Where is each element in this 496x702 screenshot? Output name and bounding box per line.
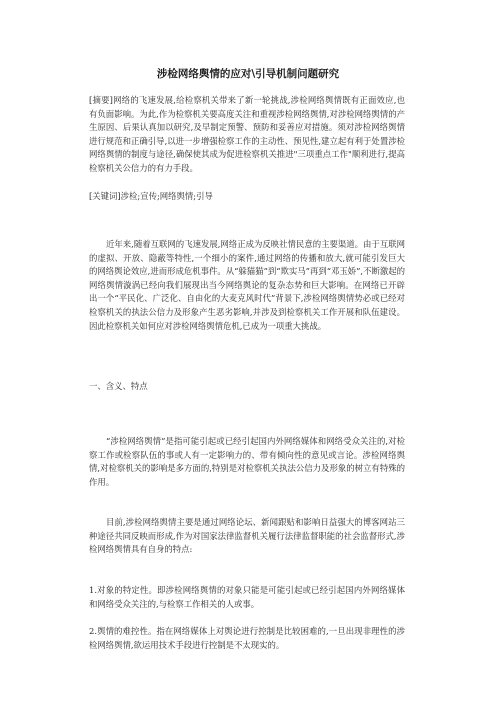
intro-paragraph: 近年来,随着互联网的飞速发展,网络正成为反映社情民意的主要渠道。由于互联网的虚拟、开放、隐蔽等特性,一个细小的案件,通过网络的传播和放大,就可能引发巨大的网络舆论效应,进而形成危机事件。从“躲猫猫”到“欺实马”再到“邓玉娇”,不断激起的网络舆情漩涡已经向我们展现出当今网络舆论的复杂态势和巨大影响。在网络已开辟出一个“平民化、广泛化、自由化的大麦克风时代”背景下,涉检网络舆情势必或已经对检察机关的执法公信力及形象产生恶劣影响,并涉及到检察机关工作开展和队伍建设。因此检察机关如何应对涉检网络舆情危机,已成为一项重大挑战。	[89, 239, 405, 331]
section-heading: 一、含义、特点	[89, 381, 148, 391]
keywords-line: [关键词]涉检;宣传;网络舆情;引导	[89, 191, 213, 201]
list-item: 2.舆情的难控性。指在网络媒体上对舆论进行控制是比较困难的,一旦出现非理性的涉检网络舆情,欲运用技术手段进行控制是不太现实的。	[89, 626, 405, 650]
abstract-paragraph: [摘要]网络的飞速发展,给检察机关带来了新一轮挑战,涉检网络舆情既有正面效应,也有负面影响。为此,作为检察机关要高度关注和重视涉检网络舆情,对涉检网络舆情的产生原因、后果认真加以研究,及早制定预警、预防和妥善应对措施。须对涉检网络舆情进行规范和正确引导,以进一步增强检察工作的主动性、预见性,建立起有利于处置涉检网络舆情的制度与途径,确保使其成为促进检察机关推进"三项重点工作"顺利进行,提高检察机关公信力的有力手段。	[89, 95, 405, 173]
document-title: 涉检网络舆情的应对\引导机制问题研究	[156, 68, 340, 80]
list-item: 1.对象的特定性。即涉检网络舆情的对象只能是可能引起或已经引起国内外网络媒体和网络受众关注的,与检察工作相关的人或事。	[89, 585, 405, 609]
body-paragraph: “涉检网络舆情”是指可能引起或已经引起国内外网络媒体和网络受众关注的,对检察工作或检察队伍的事或人有一定影响力的、带有倾向性的意见或言论。涉检网络舆情,对检察机关的影响是多方面的,特别是对检察机关执法公信力及形象的树立有特殊的作用。	[89, 436, 405, 487]
body-paragraph: 目前,涉检网络舆情主要是通过网络论坛、新闻跟贴和影响日益强大的博客网站三种途径共同反映而形成,作为对国家法律监督机关履行法律监督职能的社会监督形式,涉检网络舆情具有自身的特点:	[89, 517, 405, 555]
